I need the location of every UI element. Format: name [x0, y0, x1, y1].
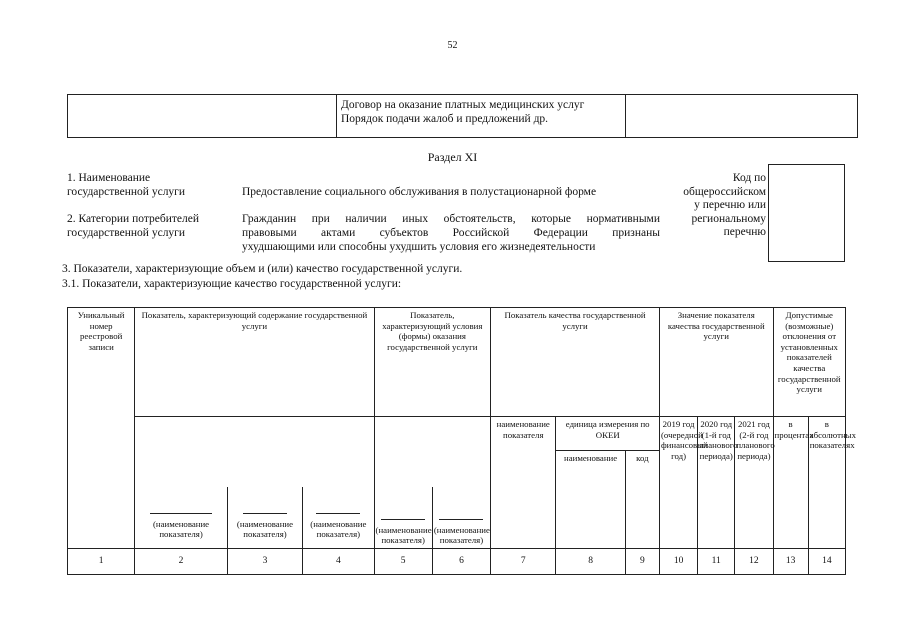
sub-indicator-2 — [227, 487, 302, 549]
header-unit: единица измерения по ОКЕИ — [556, 417, 660, 451]
column-number: 5 — [374, 549, 432, 575]
kod-line-5: перечню — [723, 226, 766, 238]
page-number: 52 — [447, 40, 458, 51]
top-table-cell-empty-left — [68, 95, 337, 138]
kod-line-4: региональному — [691, 212, 766, 225]
sub-indicator-1-text: (наименование показателя) — [153, 518, 210, 540]
column-number: 13 — [773, 549, 808, 575]
header-in-percent: в процентах — [773, 417, 808, 549]
column-number: 10 — [659, 549, 697, 575]
column-number: 7 — [491, 549, 556, 575]
item1-label-2: государственной услуги — [67, 186, 186, 198]
top-table — [67, 94, 858, 138]
top-table-cell-text — [337, 95, 626, 138]
header-conditions-indicator: Показатель, характеризующий условия (формы) оказания государственной услуги — [374, 308, 491, 417]
item2-value-line-3: ухудшающими или способны ухудшить условия его жизнедеятельности — [242, 241, 596, 253]
header-indicator-name: наименование показателя — [491, 417, 556, 549]
top-table-line-1: Договор на оказание платных медицинских услуг — [341, 99, 585, 111]
sub-indicator-2-text: (наименование показателя) — [236, 518, 294, 540]
header-deviation: Допустимые (возможные) отклонения от установленных показателей качества государственной услуги — [773, 308, 845, 417]
sub-indicator-4-text: (наименование показателя) — [375, 524, 432, 546]
column-number: 9 — [625, 549, 659, 575]
section-title: Раздел XI — [427, 150, 478, 164]
header-value: Значение показателя качества государственной услуги — [659, 308, 773, 417]
column-number: 2 — [135, 549, 227, 575]
column-number: 3 — [227, 549, 302, 575]
conditions-blank — [374, 417, 491, 487]
column-number: 11 — [698, 549, 735, 575]
column-number: 12 — [735, 549, 773, 575]
kod-box — [768, 164, 845, 262]
column-number: 8 — [556, 549, 625, 575]
kod-line-1: Код по — [732, 172, 766, 184]
sub-indicator-3 — [303, 487, 374, 549]
header-quality-indicator: Показатель качества государственной услуги — [491, 308, 660, 417]
header-year-2021: 2021 год (2-й год планового периода) — [735, 417, 773, 549]
header-unique-number: Уникальный номер реестровой записи — [68, 308, 135, 549]
top-table-line-2: Порядок подачи жалоб и предложений др. — [341, 113, 549, 125]
column-number: 14 — [808, 549, 845, 575]
sub-indicator-5-text: (наименование показателя) — [433, 524, 490, 546]
sub-indicator-5 — [432, 487, 490, 549]
item2-label-2: государственной услуги — [67, 227, 186, 239]
para-3: 3. Показатели, характеризующие объем и (или) качество государственной услуги. — [62, 263, 463, 275]
sub-indicator-1 — [135, 487, 227, 549]
header-content-indicator: Показатель, характеризующий содержание государственной услуги — [135, 308, 374, 417]
item2-label-1: 2. Категории потребителей — [67, 213, 199, 225]
sub-indicator-3-text: (наименование показателя) — [310, 518, 367, 540]
kod-line-2: общероссийском — [683, 185, 766, 198]
kod-label — [660, 172, 766, 240]
column-number: 6 — [432, 549, 490, 575]
sub-indicator-4 — [374, 487, 432, 549]
header-year-2020: 2020 год (1-й год планового периода) — [698, 417, 735, 549]
item2-value-line-1: Гражданин при наличии иных обстоятельств, которые нормативными — [242, 213, 660, 225]
item1-value: Предоставление социального обслуживания в полустационарной форме — [242, 186, 597, 198]
kod-line-3: у перечню или — [694, 199, 766, 211]
header-year-2019: 2019 год (очередной финансовый год) — [659, 417, 697, 549]
header-in-absolute: в абсолютных показателях — [808, 417, 845, 549]
column-number: 4 — [303, 549, 374, 575]
column-number: 1 — [68, 549, 135, 575]
header-unit-name: наименование — [556, 451, 625, 549]
content-blank — [135, 417, 374, 487]
item1-label-1: 1. Наименование — [67, 172, 151, 184]
header-unit-code: код — [625, 451, 659, 549]
quality-table — [67, 307, 856, 575]
top-table-cell-empty-right — [626, 95, 858, 138]
item2-value-line-2: правовыми актами субъектов Российской Федерации признаны — [242, 227, 660, 239]
para-3-1: 3.1. Показатели, характеризующие качество государственной услуги: — [62, 278, 402, 290]
